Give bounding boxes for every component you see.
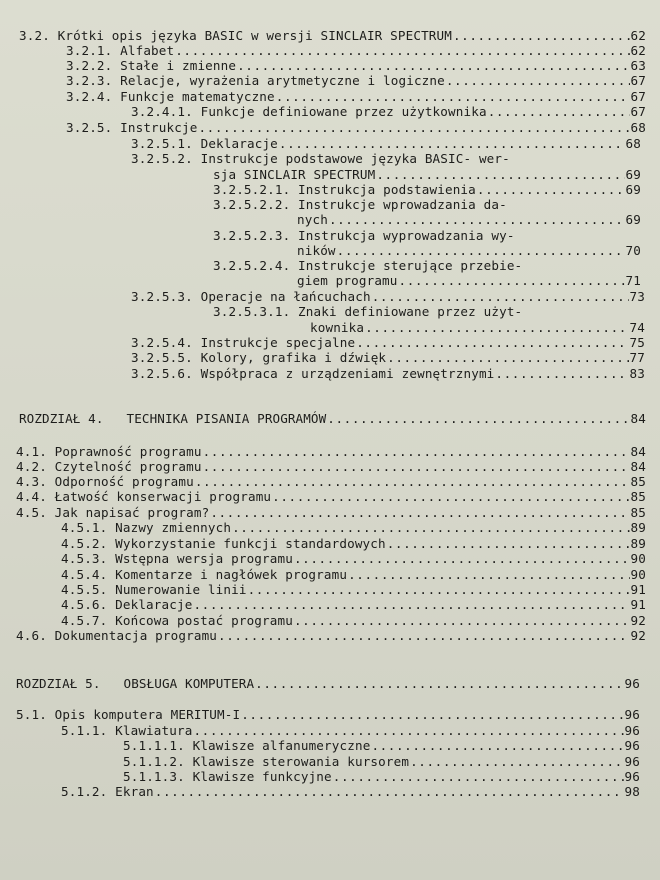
toc-entry-title: 3.2.5.5. Kolory, grafika i dźwięk xyxy=(131,350,387,365)
toc-entry xyxy=(61,582,646,598)
toc-entry xyxy=(131,104,646,120)
toc-entry xyxy=(16,489,646,505)
toc-entry-page: 75 xyxy=(629,335,645,350)
toc-entry-page: 69 xyxy=(625,182,641,197)
toc-entry-page: 74 xyxy=(629,320,645,335)
toc-entry xyxy=(61,520,646,536)
toc-entry-title: 3.2.4.1. Funkcje definiowane przez użytkownika xyxy=(131,104,487,119)
toc-entry-page: 92 xyxy=(630,628,646,643)
toc-entry-title: 4.5.4. Komentarze i nagłówek programu xyxy=(61,567,348,582)
toc-entry-page: 85 xyxy=(630,474,646,489)
toc-entry-page: 63 xyxy=(630,58,646,73)
toc-entry-page: 90 xyxy=(630,567,646,582)
toc-entry xyxy=(213,167,641,183)
toc-entry-title: 3.2.5.2.1. Instrukcja podstawienia xyxy=(213,182,476,197)
toc-entry xyxy=(297,273,641,289)
toc-entry xyxy=(213,182,641,198)
toc-entry-page: 90 xyxy=(630,551,646,566)
toc-entry-title: ROZDZIAŁ 4. TECHNIKA PISANIA PROGRAMÓW xyxy=(19,411,327,426)
toc-entry-title: 4.5.2. Wykorzystanie funkcji standardowych xyxy=(61,536,386,551)
chapter-heading xyxy=(19,411,646,427)
toc-entry-page: 68 xyxy=(630,120,646,135)
toc-entry-title: 4.6. Dokumentacja programu xyxy=(16,628,218,643)
toc-entry-title: 4.5.3. Wstępna wersja programu xyxy=(61,551,293,566)
toc-entry xyxy=(131,335,645,351)
toc-entry-page: 84 xyxy=(630,411,646,426)
toc-entry xyxy=(16,459,646,475)
toc-entry xyxy=(16,628,646,644)
toc-entry xyxy=(61,597,646,613)
toc-entry-title: 4.5.1. Nazwy zmiennych xyxy=(61,520,232,535)
toc-entry-page: 85 xyxy=(630,489,646,504)
toc-entry-page: 85 xyxy=(630,505,646,520)
toc-entry-page: 96 xyxy=(624,769,640,784)
toc-entry-title: 3.2.1. Alfabet xyxy=(66,43,175,58)
toc-entry-title: 3.2.5.3.1. Znaki definiowane przez użyt- xyxy=(213,304,523,319)
toc-entry-page: 91 xyxy=(630,582,646,597)
toc-entry-page: 73 xyxy=(629,289,645,304)
toc-entry-title: 3.2.5. Instrukcje xyxy=(66,120,198,135)
toc-entry xyxy=(61,536,646,552)
toc-entry xyxy=(123,754,640,770)
toc-entry-title: 3.2.5.1. Deklaracje xyxy=(131,136,278,151)
toc-entry-title: 3.2.4. Funkcje matematyczne xyxy=(66,89,275,104)
toc-entry xyxy=(66,73,646,89)
toc-entry-title: 4.1. Poprawność programu xyxy=(16,444,202,459)
toc-entry xyxy=(123,738,640,754)
toc-entry-title: ROZDZIAŁ 5. OBSŁUGA KOMPUTERA xyxy=(16,676,255,691)
toc-entry-title: 5.1. Opis komputera MERITUM-I xyxy=(16,707,241,722)
toc-entry-title: 3.2. Krótki opis języka BASIC w wersji SINCLAIR SPECTRUM xyxy=(19,28,452,43)
chapter-heading xyxy=(16,676,640,692)
toc-entry-title: ników xyxy=(297,243,336,258)
toc-entry-page: 96 xyxy=(624,738,640,753)
toc-entry-page: 91 xyxy=(630,597,646,612)
toc-entry-page: 96 xyxy=(624,754,640,769)
toc-entry-page: 67 xyxy=(630,89,646,104)
toc-entry-page: 98 xyxy=(624,784,640,799)
toc-entry xyxy=(66,89,646,105)
toc-entry-title: 5.1.1.1. Klawisze alfanumeryczne xyxy=(123,738,371,753)
toc-entry xyxy=(16,707,640,723)
toc-entry-page: 69 xyxy=(625,167,641,182)
toc-entry-title: 3.2.5.4. Instrukcje specjalne xyxy=(131,335,356,350)
toc-entry-title: sja SINCLAIR SPECTRUM xyxy=(213,167,376,182)
toc-entry xyxy=(66,43,646,59)
toc-entry xyxy=(16,505,646,521)
toc-entry-title: 5.1.1.2. Klawisze sterowania kursorem xyxy=(123,754,410,769)
toc-entry-title: giem programu xyxy=(297,273,398,288)
toc-entry-page: 71 xyxy=(625,273,641,288)
toc-entry xyxy=(131,366,645,382)
toc-entry-page: 67 xyxy=(630,104,646,119)
toc-entry-title: 3.2.5.2.3. Instrukcja wyprowadzania wy- xyxy=(213,228,515,243)
toc-entry xyxy=(61,613,646,629)
toc-entry xyxy=(123,769,640,785)
toc-entry xyxy=(310,320,645,336)
toc-entry xyxy=(297,243,641,259)
toc-entry-page: 89 xyxy=(630,536,646,551)
toc-entry-title: 4.5.7. Końcowa postać programu xyxy=(61,613,293,628)
toc-entry xyxy=(297,212,641,228)
toc-entry-page: 83 xyxy=(629,366,645,381)
toc-entry xyxy=(61,567,646,583)
toc-entry xyxy=(16,474,646,490)
toc-entry xyxy=(131,350,645,366)
toc-entry-page: 62 xyxy=(630,28,646,43)
toc-entry-title: 5.1.1. Klawiatura xyxy=(61,723,193,738)
toc-entry-title: 3.2.5.2.4. Instrukcje sterujące przebie- xyxy=(213,258,523,273)
toc-entry-title: 4.2. Czytelność programu xyxy=(16,459,202,474)
toc-entry-title: nych xyxy=(297,212,328,227)
toc-entry xyxy=(66,58,646,74)
toc-entry-title: 3.2.5.2.2. Instrukcje wprowadzania da- xyxy=(213,197,507,212)
toc-entry-title: 5.1.1.3. Klawisze funkcyjne xyxy=(123,769,332,784)
toc-entry-page: 84 xyxy=(630,444,646,459)
toc-entry-page: 62 xyxy=(630,43,646,58)
toc-entry-page: 84 xyxy=(630,459,646,474)
toc-entry xyxy=(19,28,646,44)
toc-entry xyxy=(131,136,641,152)
toc-entry-title: kownika xyxy=(310,320,365,335)
toc-entry-page: 92 xyxy=(630,613,646,628)
toc-entry-title: 4.4. Łatwość konserwacji programu xyxy=(16,489,272,504)
toc-entry-page: 89 xyxy=(630,520,646,535)
toc-entry-title: 3.2.2. Stałe i zmienne xyxy=(66,58,237,73)
toc-entry-title: 3.2.5.3. Operacje na łańcuchach xyxy=(131,289,371,304)
toc-entry-page: 68 xyxy=(625,136,641,151)
toc-entry-page: 96 xyxy=(624,707,640,722)
toc-entry-page: 77 xyxy=(629,350,645,365)
toc-entry-title: 4.3. Odporność programu xyxy=(16,474,194,489)
toc-entry-title: 5.1.2. Ekran xyxy=(61,784,154,799)
toc-entry-page: 96 xyxy=(624,723,640,738)
toc-entry-title: 4.5.6. Deklaracje xyxy=(61,597,193,612)
toc-entry-page: 67 xyxy=(630,73,646,88)
toc-entry xyxy=(131,289,645,305)
toc-entry-title: 3.2.5.6. Współpraca z urządzeniami zewnętrznymi xyxy=(131,366,495,381)
toc-entry xyxy=(61,784,640,800)
toc-entry xyxy=(61,551,646,567)
toc-entry xyxy=(61,723,640,739)
toc-entry-page: 70 xyxy=(625,243,641,258)
toc-entry-page: 96 xyxy=(624,676,640,691)
toc-entry xyxy=(16,444,646,460)
toc-entry-title: 4.5.5. Numerowanie linii xyxy=(61,582,247,597)
toc-entry-page: 69 xyxy=(625,212,641,227)
toc-entry-title: 4.5. Jak napisać program? xyxy=(16,505,210,520)
toc-entry-title: 3.2.3. Relacje, wyrażenia arytmetyczne i logiczne xyxy=(66,73,445,88)
toc-entry-title: 3.2.5.2. Instrukcje podstawowe języka BASIC- wer- xyxy=(131,151,510,166)
toc-entry xyxy=(66,120,646,136)
